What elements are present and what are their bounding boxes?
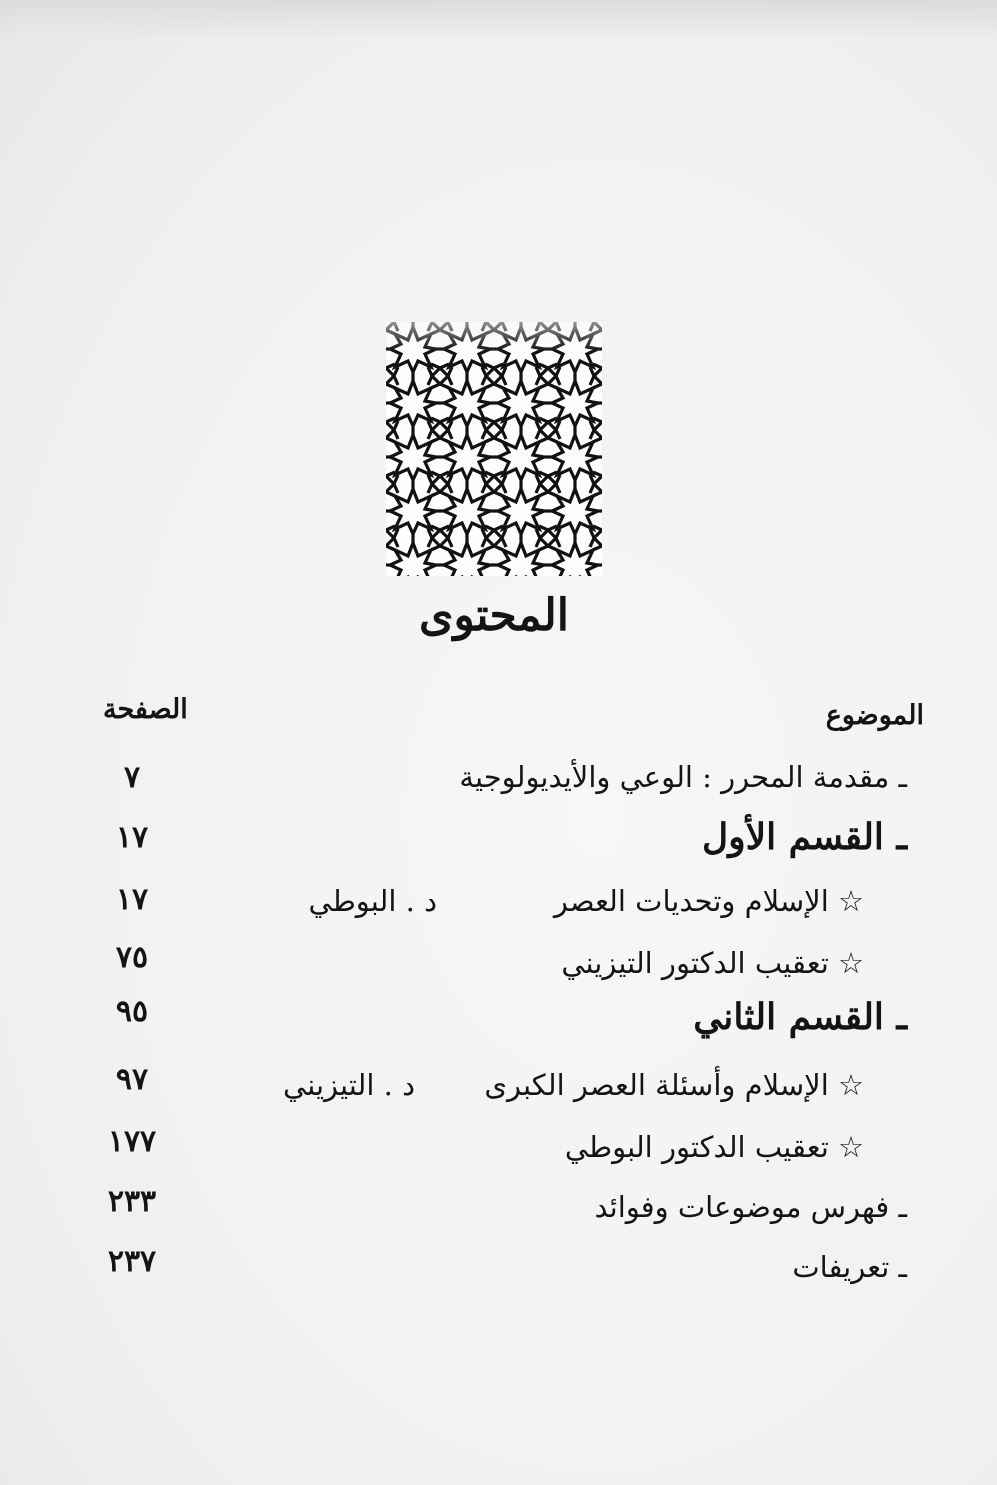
toc-row <box>0 876 997 932</box>
toc-subentry-title: ☆ تعقيب الدكتور البوطي <box>564 1130 864 1164</box>
toc-section-title: ـ القسم الثاني <box>693 996 907 1038</box>
toc-row <box>0 938 997 994</box>
scan-shadow <box>0 0 997 40</box>
toc-page-number: ٢٣٣ <box>107 1184 157 1219</box>
toc-section-title: ـ القسم الأول <box>702 816 907 858</box>
toc-entry-title: ـ مقدمة المحرر : الوعي والأيديولوجية <box>459 760 907 794</box>
toc-page-number: ٢٣٧ <box>107 1244 157 1279</box>
toc-page-number: ٧ <box>123 760 141 795</box>
toc-entry-title: ـ فهرس موضوعات وفوائد <box>594 1190 907 1224</box>
column-header-topic: الموضوع <box>825 700 924 731</box>
toc-entry-title: ـ تعريفات <box>792 1250 907 1284</box>
toc-row <box>0 1060 997 1116</box>
toc-author: د . التيزيني <box>283 1068 415 1102</box>
toc-page-number: ١٧ <box>115 820 149 855</box>
geometric-ornament-icon <box>386 322 602 576</box>
toc-page-number: ٩٥ <box>115 994 149 1029</box>
toc-row <box>0 992 997 1048</box>
toc-subentry-title: ☆ الإسلام وأسئلة العصر الكبرى <box>484 1068 864 1102</box>
toc-row <box>0 812 997 868</box>
toc-page-number: ١٧ <box>115 882 149 917</box>
toc-page-number: ٩٧ <box>115 1062 149 1097</box>
toc-row <box>0 1122 997 1178</box>
page-title: المحتوى <box>419 590 569 641</box>
toc-subentry-title: ☆ الإسلام وتحديات العصر <box>553 884 864 918</box>
toc-row <box>0 752 997 808</box>
toc-row <box>0 1242 997 1298</box>
toc-page-number: ٧٥ <box>115 940 149 975</box>
toc-page-number: ١٧٧ <box>107 1124 157 1159</box>
toc-row <box>0 1182 997 1238</box>
toc-subentry-title: ☆ تعقيب الدكتور التيزيني <box>561 946 864 980</box>
toc-author: د . البوطي <box>308 884 437 918</box>
column-header-page: الصفحة <box>103 694 188 725</box>
